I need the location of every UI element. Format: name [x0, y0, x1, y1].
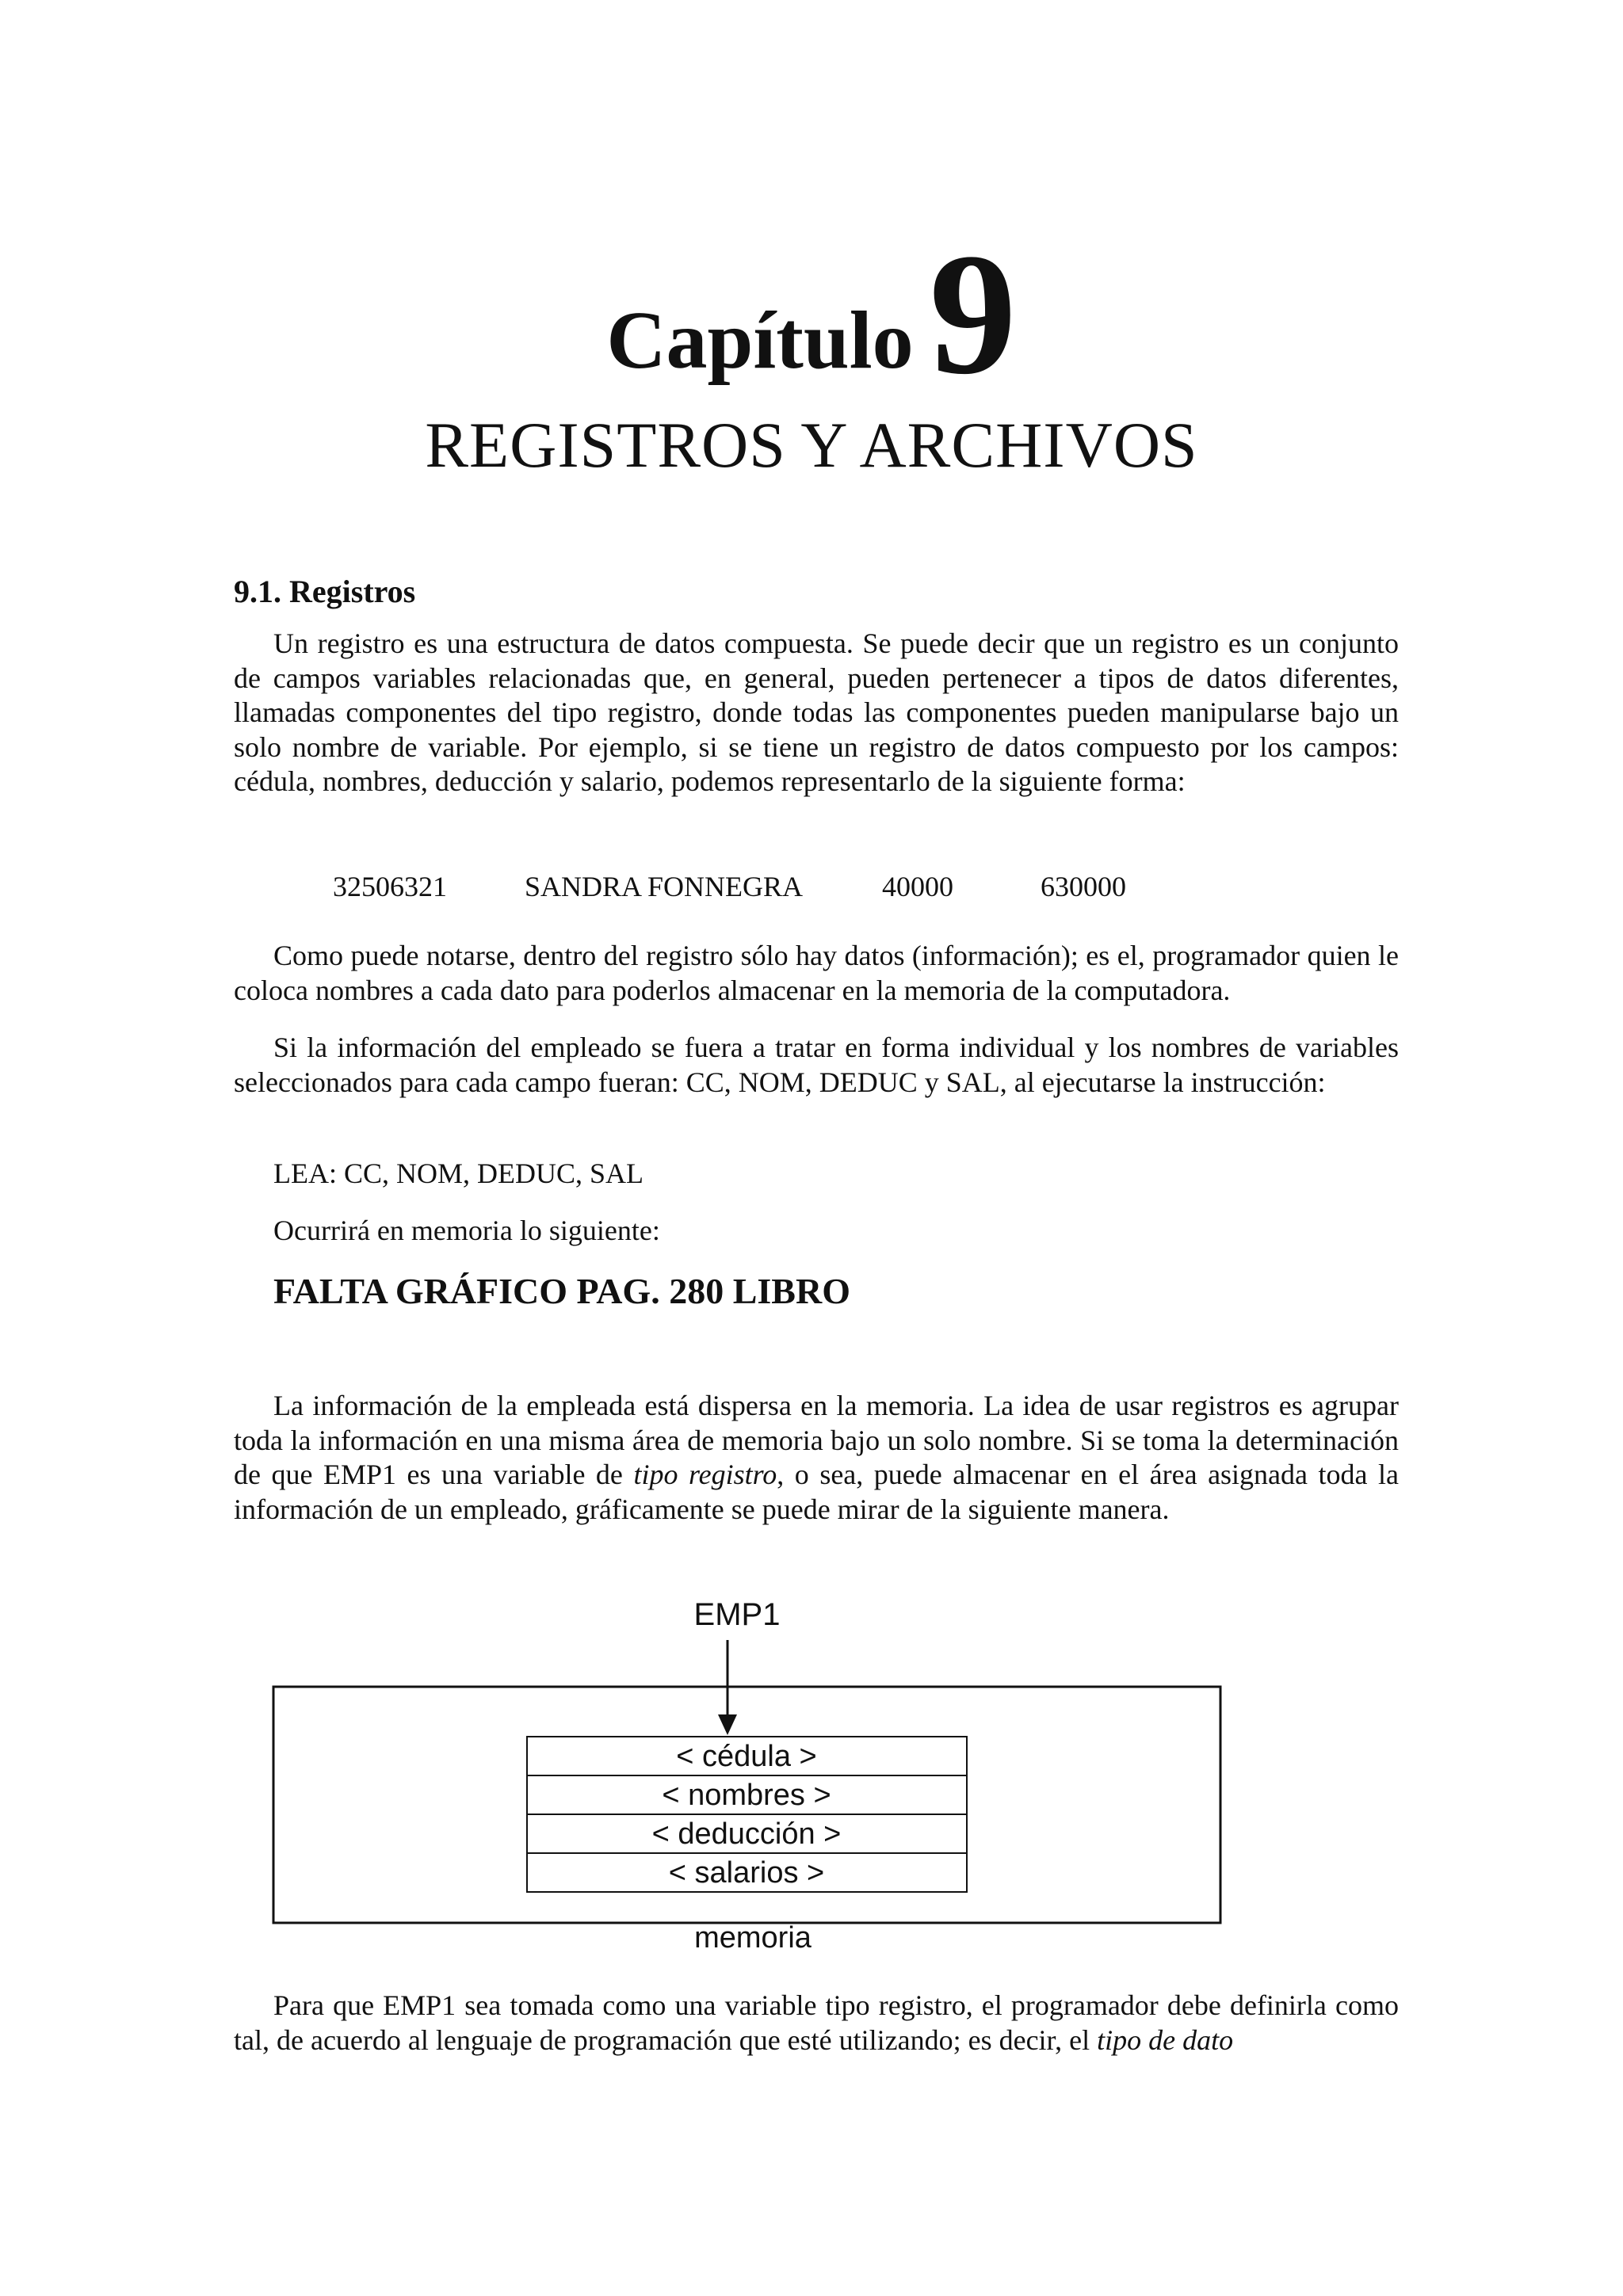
paragraph-5-text: La información de la empleada está dispersa en la memoria. La idea de usar registros es agrupar toda la información en una misma área de memoria bajo un solo nombre. Si se toma la determinación de que EMP1 es una variable de [234, 1390, 1399, 1490]
record-field-salarios: < salarios > [668, 1856, 825, 1890]
paragraph-1: Un registro es una estructura de datos compuesta. Se puede decir que un registro es un conjunto de campos variables relacionadas que, en general, pueden pertenecer a tipos de datos diferentes, llamadas componentes del tipo registro, donde todas las componentes pueden manipularse bajo un solo nombre de variable. Por ejemplo, si se tiene un registro de datos compuesto por los campos: cédula, nombres, deducción y salario, podemos representarlo de la siguiente forma: [234, 627, 1399, 797]
diagram-memory-label: memoria [694, 1921, 812, 1955]
paragraph-5 [234, 1389, 1399, 1527]
chapter-number: 9 [929, 217, 1017, 410]
record-field-box-salarios [527, 1853, 967, 1892]
record-nombre: SANDRA FONNEGRA [525, 871, 804, 902]
instruction-line: LEA: CC, NOM, DEDUC, SAL [273, 1158, 644, 1189]
chapter-word: Capítulo [606, 295, 914, 386]
record-field-deduccion: < deducción > [651, 1817, 842, 1851]
memory-box [273, 1687, 1220, 1923]
pointer-arrow-head [718, 1714, 737, 1735]
record-cedula: 32506321 [333, 871, 447, 902]
record-deduccion: 40000 [882, 871, 953, 902]
paragraph-5-text-end: , o sea, puede almacenar en el área asignada toda la información de un empleado, gráficamente se puede mirar de la siguiente manera. [234, 1459, 1400, 1525]
record-field-box-deduccion [527, 1814, 967, 1853]
chapter-heading [0, 217, 1623, 410]
paragraph-6 [234, 1989, 1399, 2058]
diagram-variable-label: EMP1 [693, 1597, 781, 1632]
paragraph-2: Como puede notarse, dentro del registro sólo hay datos (información); es el, programador quien le coloca nombres a cada dato para poderlos almacenar en la memoria de la computadora. [234, 940, 1399, 1006]
record-field-cedula: < cédula > [676, 1740, 817, 1773]
paragraph-3: Si la información del empleado se fuera a tratar en forma individual y los nombres de variables seleccionados para cada campo fueran: CC, NOM, DEDUC y SAL, al ejecutarse la instrucción: [234, 1032, 1399, 1098]
chapter-title: REGISTROS Y ARCHIVOS [425, 409, 1198, 481]
paragraph-5-italic: tipo registro [633, 1459, 777, 1490]
paragraph-4: Ocurrirá en memoria lo siguiente: [273, 1215, 660, 1246]
record-field-box-nombres [527, 1775, 967, 1814]
missing-graphic-note: FALTA GRÁFICO PAG. 280 LIBRO [273, 1271, 850, 1311]
record-field-nombres: < nombres > [662, 1779, 831, 1812]
record-field-box-cedula [527, 1737, 967, 1775]
paragraph-6-italic: tipo de dato [1097, 2023, 1234, 2056]
paragraph-6-text: Para que EMP1 sea tomada como una variable tipo registro, el programador debe definirla como tal, de acuerdo al lenguaje de programación que esté utilizando; es decir, el [234, 1989, 1399, 2056]
section-heading: 9.1. Registros [234, 574, 416, 609]
record-salario: 630000 [1041, 871, 1126, 902]
